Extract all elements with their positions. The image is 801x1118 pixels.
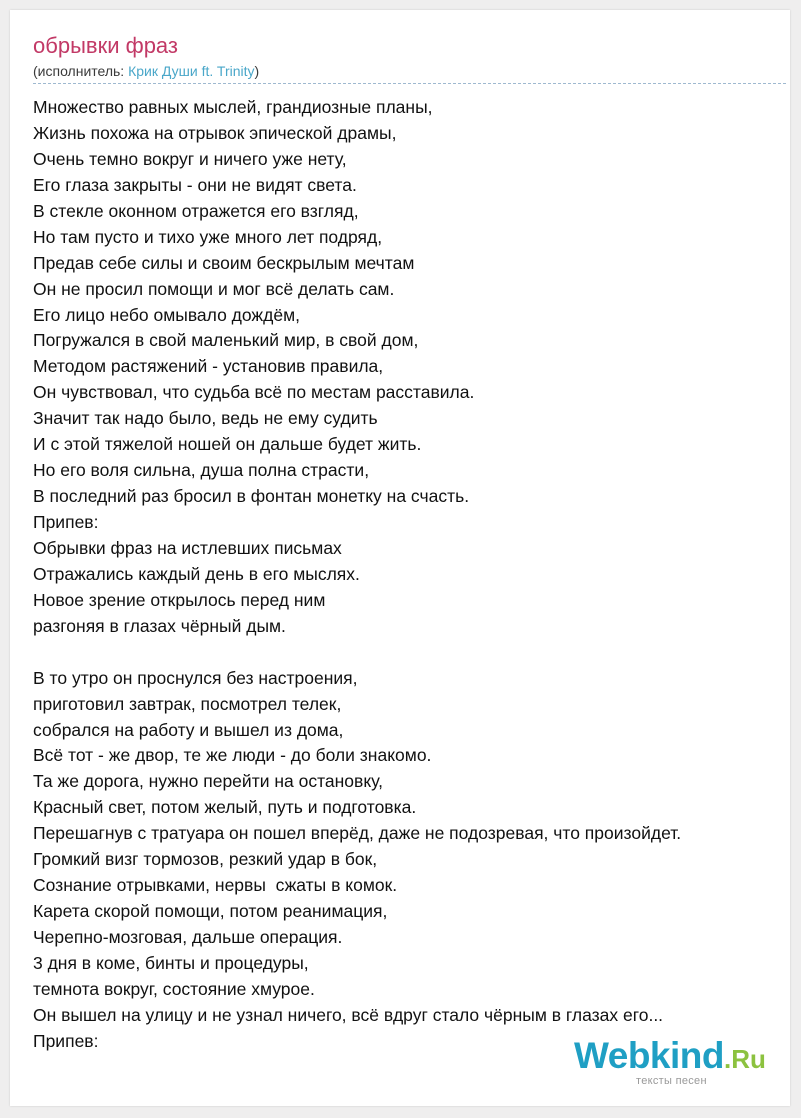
webkind-logo[interactable] [574,1035,766,1087]
title-divider [33,83,786,84]
lyric-line [33,640,681,666]
artist-line [33,63,259,79]
lyric-line: Всё тот - же двор, те же люди - до боли знакомо. [33,745,432,766]
lyric-line: собрался на работу и вышел из дома, [33,719,344,740]
logo-domain: .Ru [724,1044,766,1074]
lyric-line: Припев: [33,1030,99,1051]
lyric-line: Перешагнув с тратуара он пошел вперёд, даже не подозревая, что произойдет. [33,823,682,844]
lyric-line: разгоняя в глазах чёрный дым. [33,615,286,636]
lyrics-text [33,95,681,1055]
lyric-line: приготовил завтрак, посмотрел телек, [33,693,342,714]
lyric-line: Новое зрение открылось перед ним [33,589,326,610]
artist-prefix: (исполнитель: [33,63,129,79]
lyric-line: Он вышел на улицу и не узнал ничего, всё вдруг стало чёрным в глазах его... [33,1004,664,1025]
lyric-line: Но там пусто и тихо уже много лет подряд, [33,226,383,247]
lyric-line: Погружался в свой маленький мир, в свой дом, [33,330,419,351]
logo-tagline: тексты песен [636,1075,707,1087]
lyric-line: Его лицо небо омывало дождём, [33,304,300,325]
lyric-line: Его глаза закрыты - они не видят света. [33,174,357,195]
lyric-line: Громкий визг тормозов, резкий удар в бок, [33,849,378,870]
lyric-line: Предав себе силы и своим бескрылым мечтам [33,252,415,273]
lyric-line: В стекле оконном отражется его взгляд, [33,200,359,221]
lyric-line: Значит так надо было, ведь не ему судить [33,408,378,429]
lyric-line: Но его воля сильна, душа полна страсти, [33,460,370,481]
lyric-line: Красный свет, потом желый, путь и подготовка. [33,797,417,818]
lyric-line: Сознание отрывками, нервы сжаты в комок. [33,875,398,896]
lyric-line: Множество равных мыслей, грандиозные планы, [33,97,433,117]
logo-wordmark: Webkind [574,1035,724,1076]
artist-link[interactable]: Крик Души ft. Trinity [128,63,255,79]
lyric-line: Черепно-мозговая, дальше операция. [33,927,343,947]
artist-suffix: ) [254,63,260,79]
lyric-line: Жизнь похожа на отрывок эпической драмы, [33,122,397,143]
lyric-line: Отражались каждый день в его мыслях. [33,563,360,584]
lyric-line: Он не просил помощи и мог всё делать сам. [33,278,395,299]
lyric-line: И с этой тяжелой ношей он дальше будет жить. [33,434,422,455]
lyric-line: Очень темно вокруг и ничего уже нету, [33,148,347,169]
song-title: обрывки фраз [33,33,179,58]
lyric-line: Методом растяжений - установив правила, [33,356,384,377]
lyric-line: Та же дорога, нужно перейти на остановку, [33,771,384,792]
lyric-line: Припев: [33,512,99,532]
lyric-line: 3 дня в коме, бинты и процедуры, [33,952,309,973]
lyric-line: Карета скорой помощи, потом реанимация, [33,901,388,922]
lyric-line: Обрывки фраз на истлевших письмах [33,537,342,558]
lyric-line: В последний раз бросил в фонтан монетку на счасть. [33,486,470,507]
lyric-line: В то утро он проснулся без настроения, [33,667,358,688]
lyric-line: темнота вокруг, состояние хмурое. [33,978,315,999]
lyric-line: Он чувствовал, что судьба всё по местам расставила. [33,382,475,403]
